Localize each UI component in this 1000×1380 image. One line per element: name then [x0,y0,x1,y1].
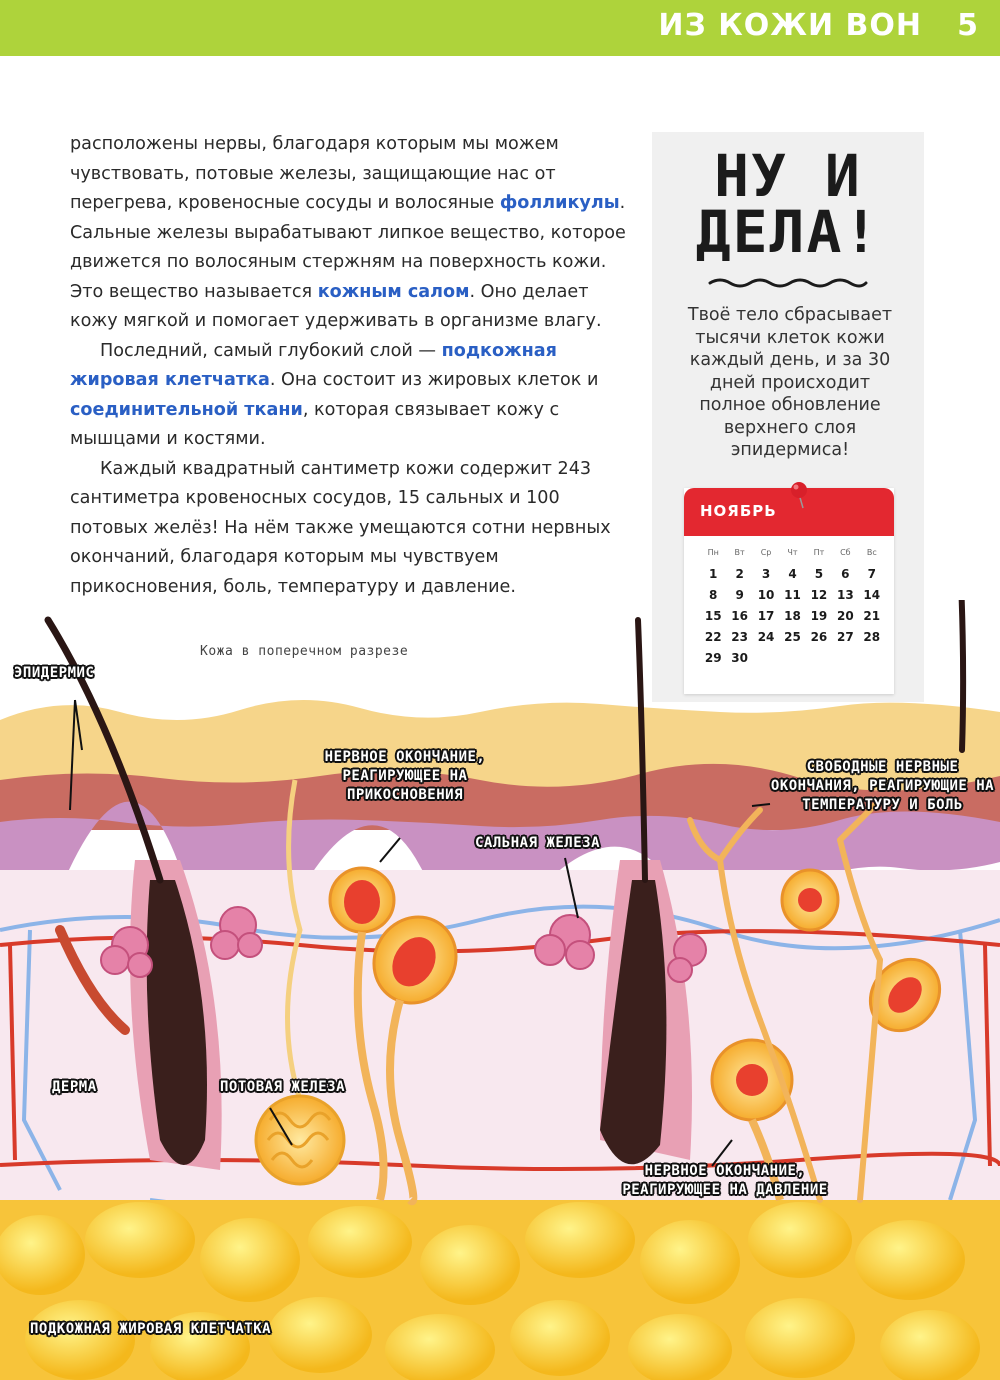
calendar-day: 19 [810,609,828,623]
calendar-day: 17 [757,609,775,623]
calendar-day: 18 [784,609,801,623]
calendar-day: 8 [709,588,718,602]
glossary-term: фолликулы [499,193,620,213]
calendar-day: 6 [841,567,850,581]
illustration-caption: Кожа в поперечном разрезе [200,644,409,659]
calendar-day: 25 [784,630,801,644]
text-run: , которая связывает кожу с мышцами и костями. [70,399,560,449]
hair-right [960,600,963,750]
label-pressure-nerve: НЕРВНОЕ ОКОНЧАНИЕ, РЕАГИРУЮЩЕЕ НА ДАВЛЕНИЕ [622,1163,828,1198]
calendar-day: 15 [704,609,722,623]
calendar-day: 16 [731,609,748,623]
fact-box-text: Твоё тело сбрасывает тысячи клеток кожи каждый день, и за 30 дней происходит полное обновление верхнего слоя эпидермиса! [687,305,893,460]
paragraph-2 [70,337,640,455]
text-run: Каждый квадратный сантиметр кожи содержит 243 сантиметра кровеносных сосудов, 15 сальных и 100 потовых желёз! На нём также умещаются сотни нервных окончаний, благодаря которым мы чувствуем прикосновения, боль, температуру и давление. [70,458,611,597]
calendar-day: 20 [837,609,854,623]
body-text [70,130,640,602]
calendar-day: 21 [863,609,881,623]
calendar-day: 12 [810,588,828,602]
calendar-day: 24 [757,630,775,644]
calendar-day: 14 [863,588,881,602]
calendar-weekday: Вс [866,548,877,557]
text-run: . Она состоит из жировых клеток и [269,370,599,390]
calendar-day: 23 [731,630,748,644]
paragraph-1 [70,130,640,337]
sweat-gland-coil [256,1096,344,1184]
calendar-day: 10 [757,588,775,602]
calendar-day: 9 [735,588,744,602]
page-header [0,0,1000,56]
label-sebaceous-gland: САЛЬНАЯ ЖЕЛЕЗА [475,835,601,851]
calendar-day: 30 [731,651,748,665]
calendar-weekday: Пт [813,548,825,557]
label-dermis: ДЕРМА [52,1079,97,1095]
text-run: . Сальные железы вырабатывают липкое вещество, которое движется по волосяным стержням на поверхность кожи. Это вещество называется [70,193,626,302]
calendar-day: 13 [837,588,854,602]
page-number: 5 [957,8,978,43]
calendar-day: 11 [784,588,801,602]
squiggle-underline-icon [708,276,868,290]
glossary-term: подкожная жировая клетчатка [70,340,557,390]
calendar-weekday: Ср [760,548,772,557]
calendar-day: 1 [709,567,718,581]
fact-box-title [652,142,924,266]
calendar-day: 27 [837,630,854,644]
calendar-day: 5 [814,567,824,581]
calendar-day: 26 [810,630,828,644]
paragraph-3 [70,455,640,603]
label-touch-nerve: НЕРВНОЕ ОКОНЧАНИЕ, РЕАГИРУЮЩЕЕ НА ПРИКОСНОВЕНИЯ [324,749,486,803]
fact-title-line-2: ДЕЛА! [695,198,881,266]
calendar-day: 29 [704,651,722,665]
calendar-day: 7 [867,567,876,581]
calendar-weekday: Пн [707,548,719,557]
calendar-weekday: Сб [840,548,851,557]
text-run: расположены нервы, благодаря которым мы можем чувствовать, потовые железы, защищающие нас от перегрева, кровеносные сосуды и волосяные [70,134,559,213]
calendar-day: 3 [761,567,771,581]
calendar-day: 4 [788,567,797,581]
skin-cross-section-illustration [0,600,1000,1380]
calendar-weekday: Вт [734,548,745,557]
text-run: Последний, самый глубокий слой — [100,340,442,361]
glossary-term: кожным салом [317,281,470,302]
fact-title-line-1: НУ И [714,142,862,210]
text-run: . Оно делает кожу мягкой и помогает удерживать в организме влагу. [70,281,602,331]
glossary-term: соединительной ткани [70,399,303,420]
calendar-day: 28 [863,630,881,644]
section-title: ИЗ КОЖИ ВОН [658,8,922,43]
label-free-nerves: СВОБОДНЫЕ НЕРВНЫЕ ОКОНЧАНИЯ, РЕАГИРУЮЩИЕ НА ТЕМПЕРАТУРУ И БОЛЬ [770,759,995,813]
label-sweat-gland: ПОТОВАЯ ЖЕЛЕЗА [220,1079,346,1095]
label-subcutaneous: ПОДКОЖНАЯ ЖИРОВАЯ КЛЕТЧАТКА [30,1321,272,1337]
label-epidermis: ЭПИДЕРМИС [14,665,95,681]
calendar-weekday: Чт [787,548,798,557]
calendar-day: 2 [735,567,744,581]
calendar-day: 22 [704,630,722,644]
calendar-month: НОЯБРЬ [700,502,777,520]
push-pin-icon [789,480,811,510]
